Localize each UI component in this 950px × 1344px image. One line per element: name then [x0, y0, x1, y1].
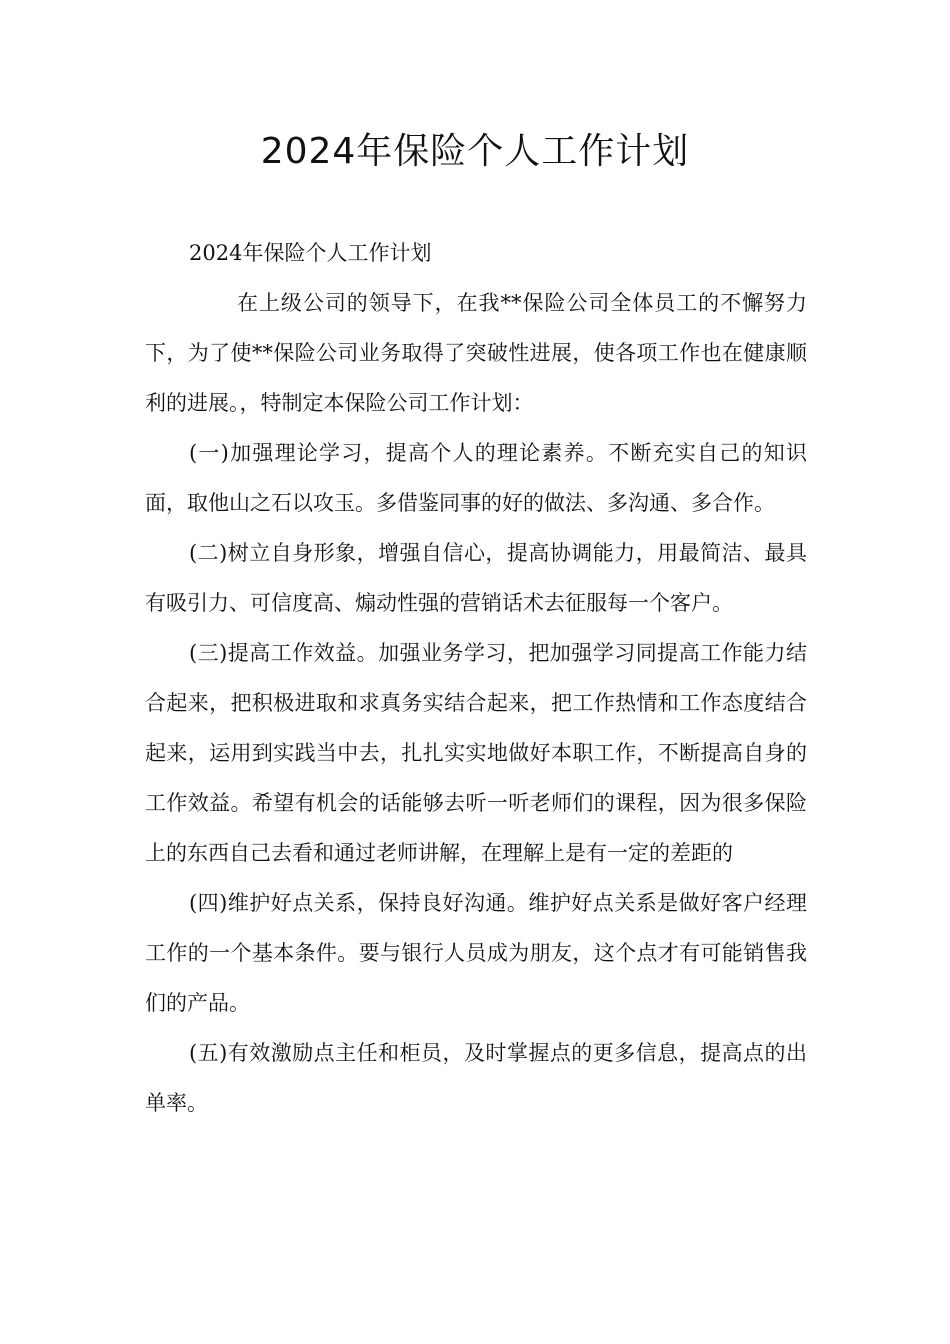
paragraph-item-3: (三)提高工作效益。加强业务学习，把加强学习同提高工作能力结合起来，把积极进取和求真务实结合起来，把工作热情和工作态度结合起来，运用到实践当中去，扎扎实实地做好本职工作，不断提高自身的工作效益。希望有机会的话能够去听一听老师们的课程，因为很多保险上的东西自己去看和通过老师讲解，在理解上是有一定的差距的 [145, 641, 807, 865]
paragraph-item-1: (一)加强理论学习，提高个人的理论素养。不断充实自己的知识面，取他山之石以攻玉。多借鉴同事的好的做法、多沟通、多合作。 [145, 441, 807, 515]
document-subtitle: 2024年保险个人工作计划 [189, 241, 432, 265]
paragraph-item-5: (五)有效激励点主任和柜员，及时掌握点的更多信息，提高点的出单率。 [145, 1041, 807, 1115]
document-body [145, 228, 807, 1128]
paragraph-item-4: (四)维护好点关系，保持良好沟通。维护好点关系是做好客户经理工作的一个基本条件。要与银行人员成为朋友，这个点才有可能销售我们的产品。 [145, 891, 807, 1015]
paragraph-item-2: (二)树立自身形象，增强自信心，提高协调能力，用最简洁、最具有吸引力、可信度高、煽动性强的营销话术去征服每一个客户。 [145, 541, 807, 615]
paragraph-intro: 在上级公司的领导下，在我**保险公司全体员工的不懈努力下，为了使**保险公司业务取得了突破性进展，使各项工作也在健康顺利的进展。，特制定本保险公司工作计划： [145, 291, 807, 415]
document-title: 2024年保险个人工作计划 [260, 131, 690, 172]
